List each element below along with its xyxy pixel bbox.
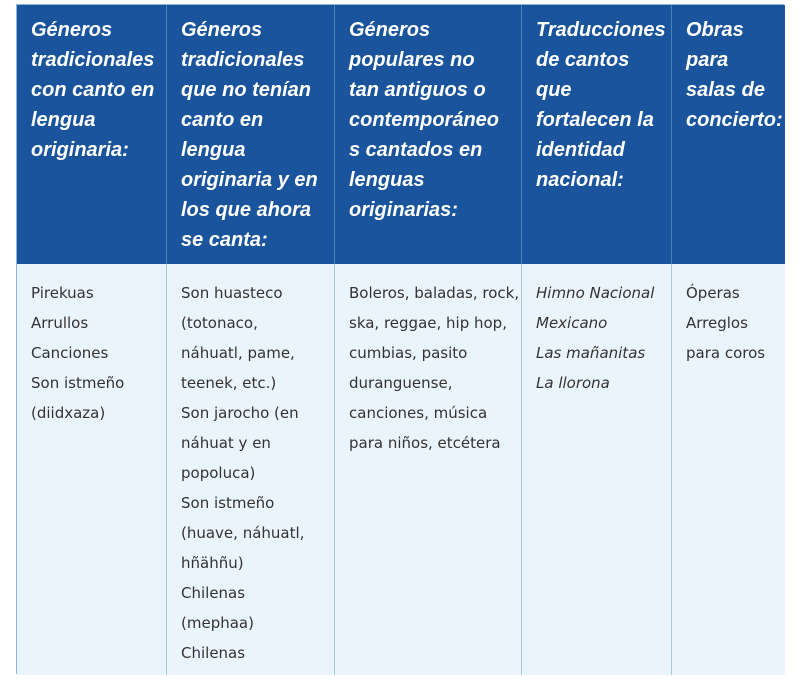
cell-line: Son istmeño [181,494,275,512]
cell-line: teenek, etc.) [181,374,277,392]
header-line: originarias: [349,199,458,221]
header-line: populares no [349,49,475,71]
header-line: Géneros [181,19,263,41]
cell-line: popoluca) [181,464,256,482]
header-line: Obras [686,19,744,41]
header-line: Géneros [349,19,431,41]
cell-traditional-sung [17,264,167,675]
cell-line: cumbias, pasito [349,344,468,362]
cell-line: Arrullos [31,314,89,332]
header-line: Traducciones [536,19,666,41]
cell-line: (totonaco, [181,314,258,332]
cell-line: Boleros, baladas, rock, [349,284,520,302]
header-line: se canta: [181,229,268,251]
cell-line: para niños, etcétera [349,434,501,452]
header-line: lengua [181,139,246,161]
cell-line: Mexicano [536,314,608,332]
header-line: originaria: [31,139,129,161]
header-line: contemporáneo [349,109,500,131]
header-line: tan antiguos o [349,79,486,101]
cell-line: Canciones [31,344,109,362]
cell-line: Chilenas [181,644,246,662]
header-line: concierto: [686,109,783,131]
header-line: identidad [536,139,625,161]
cell-traditional-now-sung [167,264,335,675]
cell-line: Chilenas [181,584,246,602]
header-line: canto en [181,109,264,131]
cell-line: (huave, náhuatl, [181,524,305,542]
cell-line: Son jarocho (en [181,404,299,422]
cell-popular-genres [335,264,522,675]
cell-line: canciones, música [349,404,488,422]
cell-line: La llorona [536,374,610,392]
header-traditional-now-sung [167,5,335,264]
cell-line: (mephaa) [181,614,254,632]
header-line: originaria y en [181,169,318,191]
header-line: tradicionales [31,49,155,71]
cell-line: ska, reggae, hip hop, [349,314,507,332]
header-line: Géneros [31,19,113,41]
header-line: lengua [31,109,96,131]
genres-table [16,4,784,674]
cell-line: Arreglos [686,314,748,332]
header-line: s cantados en [349,139,483,161]
cell-line: Himno Nacional [536,284,655,302]
header-traditional-sung [17,5,167,264]
cell-line: náhuat y en [181,434,271,452]
cell-line: Son istmeño [31,374,125,392]
header-line: para [686,49,729,71]
header-line: que [536,79,572,101]
header-line: nacional: [536,169,624,191]
cell-line: duranguense, [349,374,453,392]
cell-line: Pirekuas [31,284,94,302]
header-line: los que ahora [181,199,312,221]
cell-concert-works [672,264,785,675]
cell-translations [522,264,672,675]
cell-line: Óperas [686,284,740,302]
header-line: tradicionales [181,49,305,71]
cell-line: hñähñu) [181,554,244,572]
header-line: salas de [686,79,765,101]
header-popular-genres [335,5,522,264]
header-translations [522,5,672,264]
cell-line: Las mañanitas [536,344,646,362]
header-line: de cantos [536,49,630,71]
cell-line: (diidxaza) [31,404,106,422]
header-line: fortalecen la [536,109,654,131]
header-line: lenguas [349,169,425,191]
header-line: que no tenían [181,79,311,101]
cell-line: náhuatl, pame, [181,344,295,362]
cell-line: Son huasteco [181,284,283,302]
header-concert-works [672,5,785,264]
header-line: con canto en [31,79,155,101]
cell-line: para coros [686,344,766,362]
